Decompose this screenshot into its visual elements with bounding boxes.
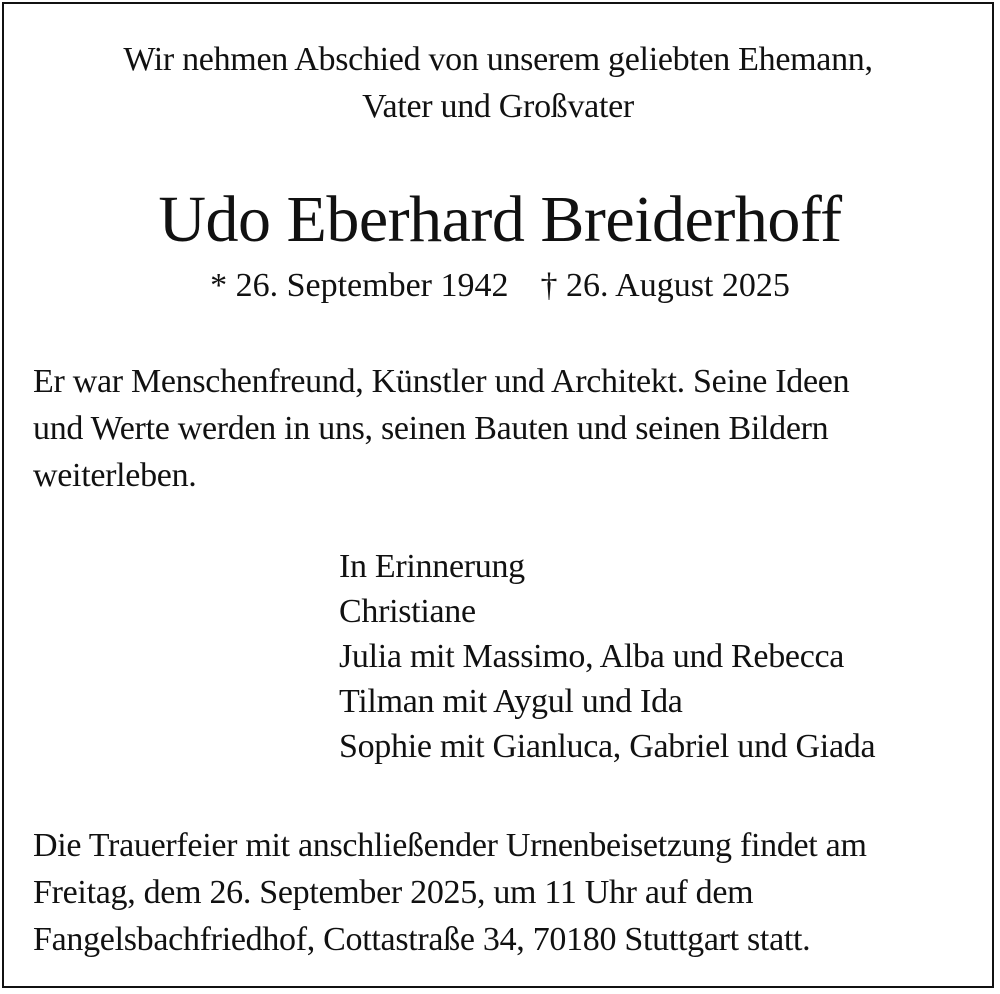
intro-line-2: Vater und Großvater [362, 88, 634, 125]
family-member: Christiane [339, 593, 476, 630]
deceased-name: Udo Eberhard Breiderhoff [158, 183, 842, 256]
intro-line-1: Wir nehmen Abschied von unserem geliebten Ehemann, [123, 41, 873, 78]
tribute-line: und Werte werden in uns, seinen Bauten und seinen Bildern [33, 410, 829, 447]
family-member: Julia mit Massimo, Alba und Rebecca [339, 638, 845, 675]
family-signatures [339, 544, 979, 769]
tribute-line: Er war Menschenfreund, Künstler und Architekt. Seine Ideen [33, 363, 850, 400]
tribute-text [33, 358, 978, 499]
family-member: Sophie mit Gianluca, Gabriel und Giada [339, 728, 876, 765]
intro-text [0, 36, 996, 130]
service-line: Freitag, dem 26. September 2025, um 11 Uhr auf dem [33, 874, 754, 911]
tribute-line: weiterleben. [33, 457, 197, 494]
death-date: † 26. August 2025 [540, 267, 790, 304]
life-dates [0, 262, 1000, 310]
birth-date: * 26. September 1942 [210, 267, 509, 304]
family-member: Tilman mit Aygul und Ida [339, 683, 683, 720]
remembrance-heading: In Erinnerung [339, 548, 525, 585]
service-line: Fangelsbachfriedhof, Cottastraße 34, 70180 Stuttgart statt. [33, 921, 811, 958]
service-line: Die Trauerfeier mit anschließender Urnenbeisetzung findet am [33, 827, 867, 864]
service-info [33, 822, 978, 963]
